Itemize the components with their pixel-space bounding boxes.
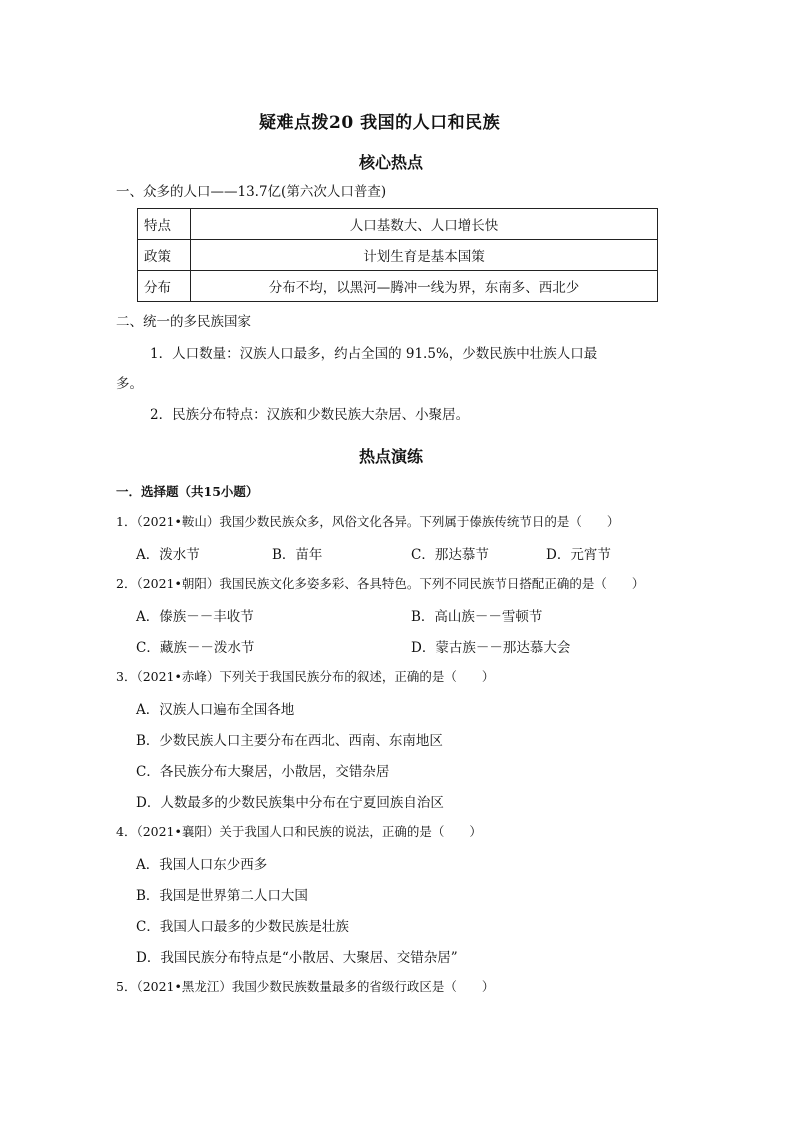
section-ethnic: 二、统一的多民族国家 — [116, 314, 251, 330]
question-4-stem: 4．（2021•襄阳）关于我国人口和民族的说法，正确的是（ ） — [116, 824, 482, 839]
table-key: 政策 — [138, 240, 191, 271]
question-4-option-a: A．我国人口东少西多 — [136, 857, 268, 873]
question-3-option-d: D．人数最多的少数民族集中分布在宁夏回族自治区 — [136, 795, 444, 811]
question-4-option-d: D．我国民族分布特点是“小散居、大聚居、交错杂居” — [136, 950, 458, 966]
question-1-option-d: D．元宵节 — [546, 547, 611, 563]
question-2-option-c: C．藏族－－泼水节 — [136, 640, 255, 656]
question-4-option-c: C．我国人口最多的少数民族是壮族 — [136, 919, 349, 935]
table-value: 计划生育是基本国策 — [191, 240, 658, 271]
table-key: 分布 — [138, 271, 191, 302]
table-row — [138, 209, 658, 240]
point-2: 2．民族分布特点：汉族和少数民族大杂居、小聚居。 — [150, 407, 470, 423]
question-1-option-c: C．那达慕节 — [411, 547, 489, 563]
table-value: 人口基数大、人口增长快 — [191, 209, 658, 240]
table-row — [138, 240, 658, 271]
question-4-option-b: B．我国是世界第二人口大国 — [136, 888, 308, 904]
choice-section-title: 一．选择题（共15小题） — [116, 484, 259, 499]
question-3-option-b: B．少数民族人口主要分布在西北、西南、东南地区 — [136, 733, 443, 749]
table-row — [138, 271, 658, 302]
section-population: 一、众多的人口——13.7亿(第六次人口普查) — [116, 184, 387, 200]
question-3-stem: 3．（2021•赤峰）下列关于我国民族分布的叙述，正确的是（ ） — [116, 669, 495, 684]
question-3-option-a: A．汉族人口遍布全国各地 — [136, 702, 295, 718]
question-5-stem: 5．（2021•黑龙江）我国少数民族数量最多的省级行政区是（ ） — [116, 979, 495, 994]
practice-heading: 热点演练 — [359, 447, 424, 466]
population-table — [137, 208, 658, 302]
question-2-stem: 2．（2021•朝阳）我国民族文化多姿多彩、各具特色。下列不同民族节日搭配正确的是（ ） — [116, 576, 645, 591]
table-value: 分布不均，以黑河—腾冲一线为界，东南多、西北少 — [191, 271, 658, 302]
question-2-option-d: D．蒙古族－－那达慕大会 — [411, 640, 571, 656]
question-2-option-a: A．傣族－－丰收节 — [136, 609, 254, 625]
question-1-stem: 1．（2021•鞍山）我国少数民族众多，风俗文化各异。下列属于傣族传统节日的是（ ） — [116, 514, 620, 529]
point-1-line-1: 1．人口数量：汉族人口最多，约占全国的 91.5%，少数民族中壮族人口最 — [150, 346, 598, 362]
point-1-line-2: 多。 — [116, 376, 143, 392]
page-title: 疑难点拨20 我国的人口和民族 — [259, 113, 501, 133]
core-heading: 核心热点 — [359, 153, 424, 172]
table-key: 特点 — [138, 209, 191, 240]
question-1-option-b: B．苗年 — [272, 547, 323, 563]
question-2-option-b: B．高山族－－雪顿节 — [411, 609, 543, 625]
question-1-option-a: A．泼水节 — [136, 547, 200, 563]
question-3-option-c: C．各民族分布大聚居，小散居，交错杂居 — [136, 764, 390, 780]
